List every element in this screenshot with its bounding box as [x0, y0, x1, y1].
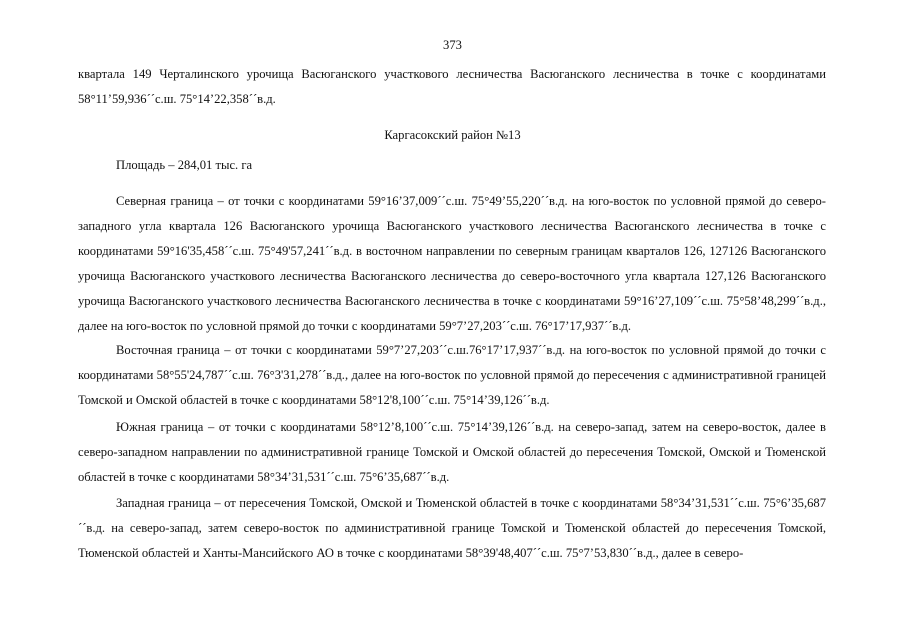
page-number: 373 [443, 38, 462, 52]
section-heading: Каргасокский район №13 [384, 128, 521, 142]
north-border-paragraph: Северная граница – от точки с координатами 59°16’37,009´´с.ш. 75°49’55,220´´в.д. на юго-восток по условной прямой до северо-западного угла квартала 126 Васюганского урочища Васюганского участкового лесничества Васюганского лесничества в точке с координатами 59°16'35,458´´с.ш. 75°49'57,241´´в.д. в восточном направлении по северным границам кварталов 126, 127126 Васюганского урочища Васюганского участкового лесничества Васюганского лесничества до северо-восточного угла квартала 127,126 Васюганского урочища Васюганского участкового лесничества Васюганского лесничества в точке с координатами 59°16’27,109´´с.ш. 75°58’48,299´´в.д., далее на юго-восток по условной прямой до точки с координатами 59°7’27,203´´с.ш. 76°17’17,937´´в.д. [78, 194, 826, 333]
west-border-paragraph: Западная граница – от пересечения Томской, Омской и Тюменской областей в точке с координатами 58°34’31,531´´с.ш. 75°6’35,687´´в.д. на северо-запад, затем северо-восток по административной границе Томской и Тюменской областей до пересечения Томской, Тюменской областей и Ханты-Мансийского АО в точке с координатами 58°39'48,407´´с.ш. 75°7’53,830´´в.д., далее в северо- [78, 496, 826, 560]
east-border-paragraph: Восточная граница – от точки с координатами 59°7’27,203´´с.ш.76°17’17,937´´в.д. на юго-восток по условной прямой до точки с координатами 58°55'24,787´´с.ш. 76°3'31,278´´в.д., далее на юго-восток по условной прямой до пересечения с административной границей Томской и Омской областей в точке с координатами 58°12'8,100´´с.ш. 75°14’39,126´´в.д. [78, 343, 826, 407]
area-paragraph: Площадь – 284,01 тыс. га [116, 158, 253, 172]
south-border-paragraph: Южная граница – от точки с координатами 58°12’8,100´´с.ш. 75°14’39,126´´в.д. на северо-запад, затем на северо-восток, далее в северо-западном направлении по административной границе Томской и Омской областей до пересечения Томской, Омской и Тюменской областей в точке с координатами 58°34’31,531´´с.ш. 75°6’35,687´´в.д. [78, 420, 826, 484]
intro-paragraph: квартала 149 Черталинского урочища Васюганского участкового лесничества Васюганского лесничества в точке с координатами 58°11’59,936´´с.ш. 75°14’22,358´´в.д. [78, 67, 826, 106]
